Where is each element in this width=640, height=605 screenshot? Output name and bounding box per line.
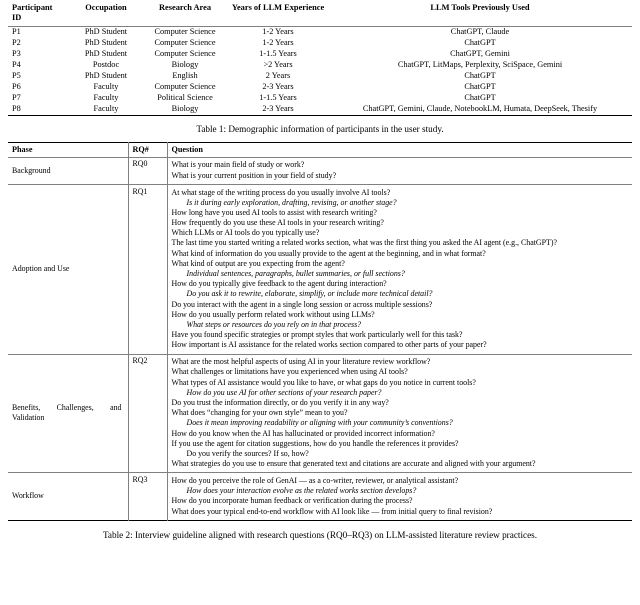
- cell-occupation: PhD Student: [84, 38, 128, 48]
- cell-research-area: Biology: [171, 104, 199, 114]
- table1-caption: Table 1: Demographic information of participants in the user study.: [196, 123, 444, 134]
- question-subline: How does your interaction evolve as the related works section develops?: [186, 486, 417, 496]
- col-header-participant-id: [8, 2, 70, 26]
- cell-occupation: PhD Student: [84, 27, 128, 37]
- cell-occupation: Faculty: [93, 82, 119, 92]
- cell-participant-id: P3: [12, 49, 21, 59]
- cell-participant-id: P4: [12, 60, 21, 70]
- cell-questions: [167, 185, 632, 355]
- cell-tools: ChatGPT: [464, 38, 496, 48]
- cell-years: >2 Years: [263, 60, 293, 70]
- table-row: [8, 82, 632, 93]
- col-header-rq: RQ#: [128, 143, 167, 158]
- table-row: [8, 185, 632, 355]
- cell-occupation: PhD Student: [84, 71, 128, 81]
- question-subline: Individual sentences, paragraphs, bullet summaries, or full sections?: [186, 269, 405, 279]
- col-header-phase: Phase: [12, 144, 33, 154]
- question-line: How do you know when the AI has hallucinated or provided incorrect information?: [171, 428, 435, 438]
- question-line: What types of AI assistance would you like to have, or what gaps do you notice in current tools?: [171, 377, 476, 387]
- table-row: [8, 26, 632, 37]
- cell-years: 2-3 Years: [262, 82, 294, 92]
- question-subline: Do you verify the sources? If so, how?: [186, 448, 309, 458]
- col-header-years-experience: Years of LLM Experience: [231, 3, 325, 12]
- demographics-table: [8, 2, 632, 116]
- question-line: What does “changing for your own style” mean to you?: [171, 408, 348, 418]
- cell-research-area: Computer Science: [154, 49, 216, 59]
- cell-participant-id: P5: [12, 71, 21, 81]
- cell-rq-number: RQ3: [128, 473, 167, 520]
- question-line: What are the most helpful aspects of using AI in your literature review workflow?: [171, 357, 431, 367]
- cell-years: 2 Years: [265, 71, 291, 81]
- guideline-body: [8, 157, 632, 520]
- table-row: [8, 473, 632, 520]
- cell-questions: [167, 473, 632, 520]
- cell-research-area: Political Science: [157, 93, 213, 103]
- table-row: [8, 49, 632, 60]
- cell-research-area: Computer Science: [154, 27, 216, 37]
- question-line: Which LLMs or AI tools do you typically use?: [171, 228, 320, 238]
- question-subline: Does it mean improving readability or aligning with your community’s conventions?: [186, 418, 453, 428]
- cell-participant-id: P2: [12, 38, 21, 48]
- guideline-header-row: [8, 143, 632, 158]
- question-line: If you use the agent for citation suggestions, how do you handle the references it provides?: [171, 438, 459, 448]
- cell-tools: ChatGPT, LitMaps, Perplexity, SciSpace, Gemini: [397, 60, 563, 70]
- question-line: Do you interact with the agent in a single long session or across multiple sessions?: [171, 299, 433, 309]
- cell-participant-id: P6: [12, 82, 21, 92]
- cell-occupation: Faculty: [93, 104, 119, 114]
- question-line: How frequently do you use these AI tools in your research writing?: [171, 218, 384, 228]
- cell-questions: [167, 157, 632, 184]
- cell-rq-number: RQ0: [128, 157, 167, 184]
- cell-tools: ChatGPT: [464, 71, 496, 81]
- cell-research-area: English: [172, 71, 198, 81]
- cell-years: 1-2 Years: [262, 38, 294, 48]
- paper-page: [0, 2, 640, 605]
- cell-years: 1-1.5 Years: [259, 93, 297, 103]
- question-line: What kind of information do you usually provide to the agent at the beginning, and in what format?: [171, 248, 486, 258]
- cell-phase: Adoption and Use: [12, 264, 70, 274]
- cell-phase: Background: [12, 165, 51, 175]
- cell-phase: Workflow: [12, 491, 44, 501]
- question-line: The last time you started writing a related works section, what was the first thing you asked the AI agent (e.g., ChatGPT)?: [171, 238, 557, 248]
- demographics-body: [8, 26, 632, 115]
- cell-tools: ChatGPT: [464, 82, 496, 92]
- cell-tools: ChatGPT, Claude: [450, 27, 510, 37]
- cell-years: 1-1.5 Years: [259, 49, 297, 59]
- cell-participant-id: P1: [12, 27, 21, 37]
- question-line: What kind of output are you expecting from the agent?: [171, 258, 345, 268]
- table-row: [8, 93, 632, 104]
- question-line: What does your typical end-to-end workflow with AI look like — from initial query to final revision?: [171, 506, 493, 516]
- question-line: What challenges or limitations have you experienced when using AI tools?: [171, 367, 408, 377]
- cell-research-area: Computer Science: [154, 38, 216, 48]
- cell-occupation: Postdoc: [92, 60, 120, 70]
- cell-questions: [167, 354, 632, 473]
- demographics-header-row: [8, 2, 632, 26]
- question-subline: Do you ask it to rewrite, elaborate, simplify, or include more technical detail?: [186, 289, 433, 299]
- question-line: Do you trust the information directly, or do you verify it in any way?: [171, 397, 389, 407]
- question-line: What is your main field of study or work?: [171, 160, 305, 170]
- question-line: How important is AI assistance for the related works section compared to other parts of your paper?: [171, 340, 487, 350]
- cell-tools: ChatGPT, Gemini, Claude, NotebookLM, Humata, DeepSeek, Thesify: [362, 104, 598, 114]
- table-row: [8, 38, 632, 49]
- question-line: At what stage of the writing process do you usually involve AI tools?: [171, 187, 391, 197]
- cell-participant-id: P7: [12, 93, 21, 103]
- question-line: Have you found specific strategies or prompt styles that work particularly well for this task?: [171, 330, 463, 340]
- table-row: [8, 157, 632, 184]
- cell-occupation: PhD Student: [84, 49, 128, 59]
- question-subline: Is it during early exploration, drafting, revising, or another stage?: [186, 197, 397, 207]
- question-line: How do you perceive the role of GenAI — as a co-writer, reviewer, or analytical assistant?: [171, 475, 459, 485]
- cell-research-area: Biology: [171, 60, 199, 70]
- col-header-question: Question: [167, 143, 632, 158]
- cell-rq-number: RQ1: [128, 185, 167, 355]
- question-line: How long have you used AI tools to assist with research writing?: [171, 207, 377, 217]
- question-line: What is your current position in your field of study?: [171, 170, 337, 180]
- table2-caption: Table 2: Interview guideline aligned with research questions (RQ0–RQ3) on LLM-assisted literature review practices.: [102, 529, 538, 540]
- table-row: [8, 71, 632, 82]
- col-header-research-area: Research Area: [158, 3, 212, 12]
- cell-tools: ChatGPT: [464, 93, 496, 103]
- col-header-participant-line2: ID: [12, 12, 22, 22]
- cell-research-area: Computer Science: [154, 82, 216, 92]
- question-line: How do you usually perform related work without using LLMs?: [171, 309, 375, 319]
- question-subline: What steps or resources do you rely on in that process?: [186, 319, 362, 329]
- cell-years: 2-3 Years: [262, 104, 294, 114]
- interview-guideline-table: [8, 142, 632, 521]
- table-row: [8, 104, 632, 115]
- col-header-occupation: Occupation: [85, 3, 127, 12]
- cell-occupation: Faculty: [93, 93, 119, 103]
- cell-phase: Benefits, Challenges, and Validation: [12, 403, 122, 423]
- question-line: What strategies do you use to ensure that generated text and citations are accurate and aligned with your argument?: [171, 459, 536, 469]
- question-line: How do you incorporate human feedback or verification during the process?: [171, 496, 413, 506]
- question-subline: How do you use AI for other sections of your research paper?: [186, 387, 382, 397]
- cell-rq-number: RQ2: [128, 354, 167, 473]
- cell-years: 1-2 Years: [262, 27, 294, 37]
- col-header-llm-tools: LLM Tools Previously Used: [430, 3, 530, 12]
- cell-tools: ChatGPT, Gemini: [450, 49, 510, 59]
- cell-participant-id: P8: [12, 104, 21, 114]
- table-row: [8, 354, 632, 473]
- table-row: [8, 60, 632, 71]
- col-header-participant-line1: Participant: [12, 3, 53, 12]
- question-line: How do you typically give feedback to the agent during interaction?: [171, 279, 387, 289]
